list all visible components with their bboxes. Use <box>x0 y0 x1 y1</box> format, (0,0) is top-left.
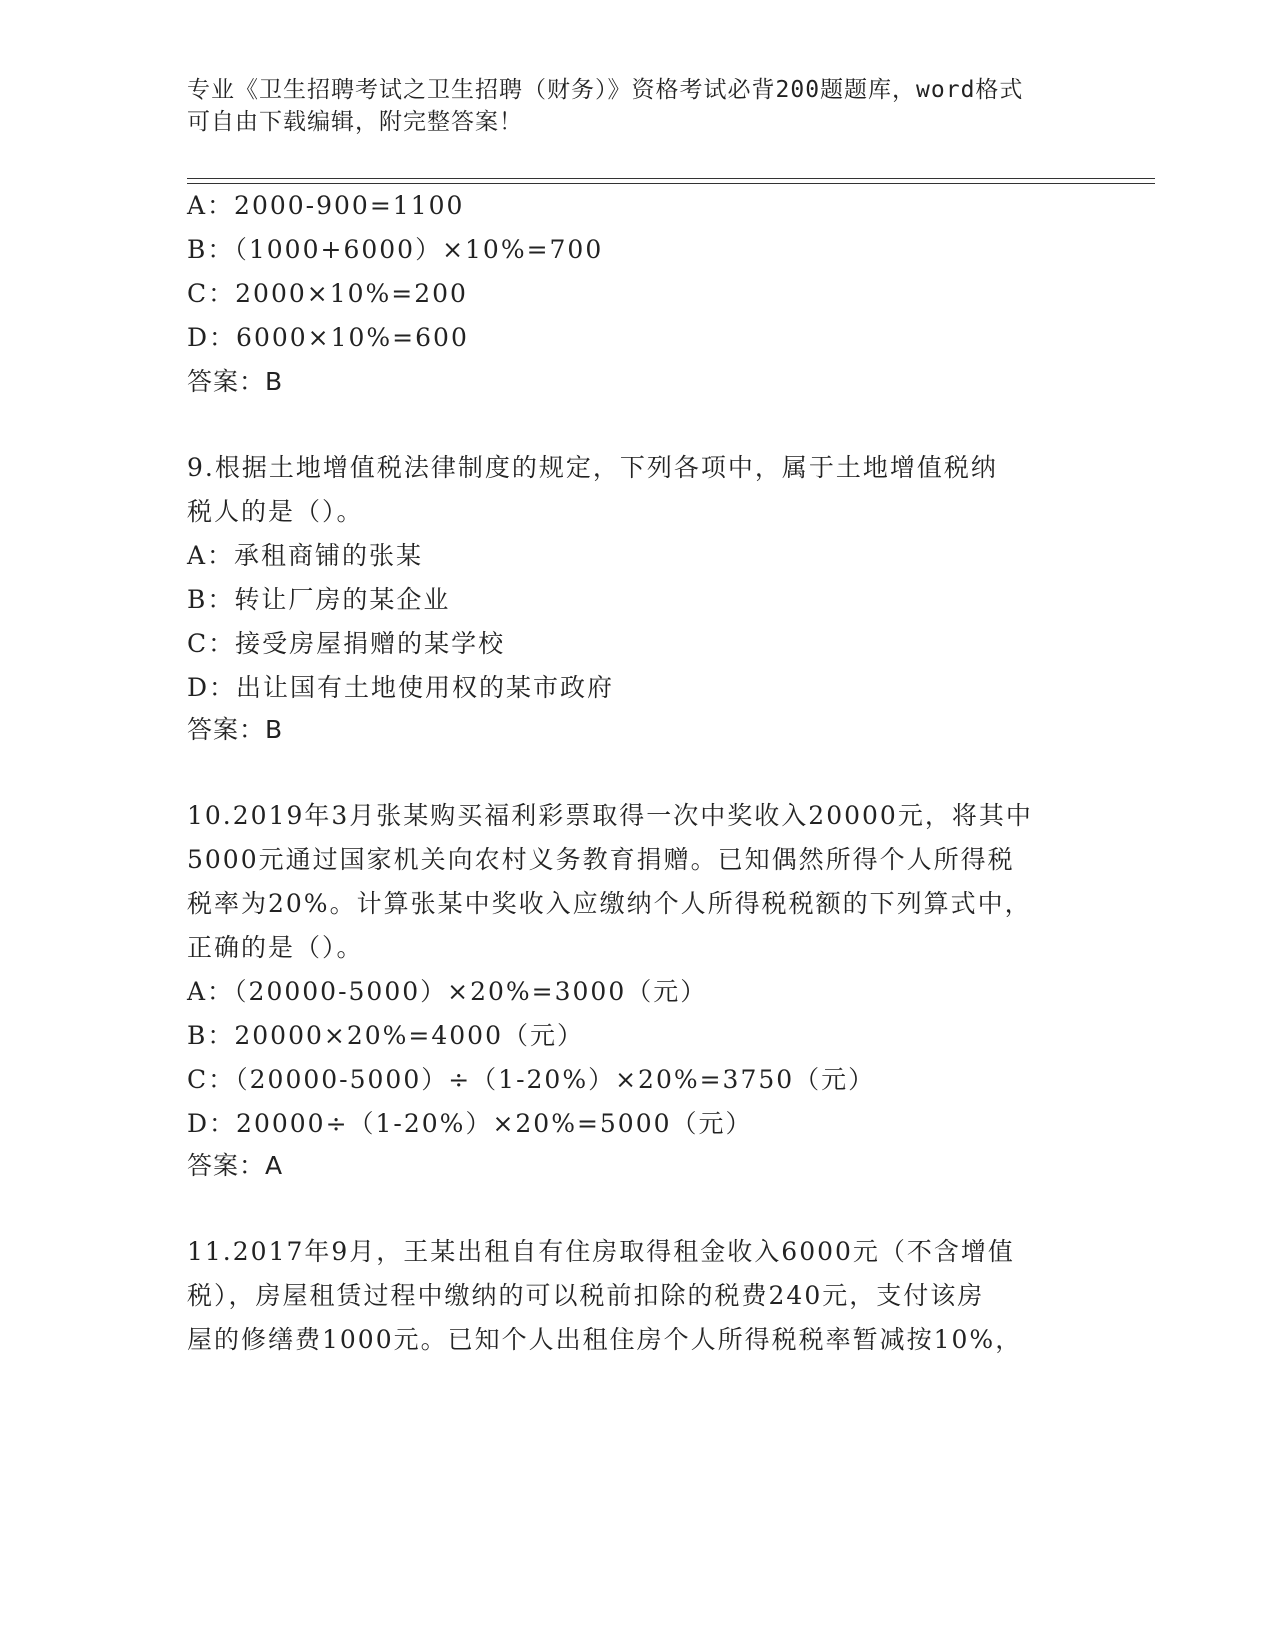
option-b: B：（1000+6000）×10%=700 <box>187 235 604 264</box>
header-divider-bottom <box>187 183 1155 184</box>
option-d: D：出让国有土地使用权的某市政府 <box>187 673 615 702</box>
header-title-line-2: 可自由下载编辑，附完整答案！ <box>187 109 523 135</box>
question-stem-line: 税人的是（）。 <box>187 497 364 526</box>
question-stem-line: 10.2019年3月张某购买福利彩票取得一次中奖收入20000元，将其中 <box>187 801 1033 830</box>
option-c: C：接受房屋捐赠的某学校 <box>187 629 506 658</box>
option-b: B：20000×20%=4000（元） <box>187 1021 584 1050</box>
option-d: D：6000×10%=600 <box>187 323 469 352</box>
option-c: C：（20000-5000）÷（1-20%）×20%=3750（元） <box>187 1065 876 1094</box>
document-header <box>187 74 1087 138</box>
answer-line: 答案：B <box>187 715 284 744</box>
option-a: A：（20000-5000）×20%=3000（元） <box>187 977 708 1006</box>
question-stem-line: 正确的是（）。 <box>187 933 364 962</box>
header-divider-top <box>187 178 1155 179</box>
option-c: C：2000×10%=200 <box>187 279 468 308</box>
question-stem-line: 屋的修缮费1000元。已知个人出租住房个人所得税税率暂减按10%， <box>187 1325 1023 1354</box>
question-stem-line: 5000元通过国家机关向农村义务教育捐赠。已知偶然所得个人所得税 <box>187 845 1015 874</box>
header-title-line-1: 专业《卫生招聘考试之卫生招聘（财务）》资格考试必背200题题库，word格式 <box>187 77 1024 103</box>
answer-line: 答案：B <box>187 367 284 396</box>
question-stem-line: 税），房屋租赁过程中缴纳的可以税前扣除的税费240元，支付该房 <box>187 1281 985 1310</box>
question-stem-line: 税率为20%。计算张某中奖收入应缴纳个人所得税税额的下列算式中， <box>187 889 1032 918</box>
option-a: A：承租商铺的张某 <box>187 541 424 570</box>
option-d: D：20000÷（1-20%）×20%=5000（元） <box>187 1109 753 1138</box>
option-b: B：转让厂房的某企业 <box>187 585 451 614</box>
option-a: A：2000-900=1100 <box>187 191 465 220</box>
question-stem-line: 9.根据土地增值税法律制度的规定，下列各项中，属于土地增值税纳 <box>187 453 998 482</box>
question-stem-line: 11.2017年9月，王某出租自有住房取得租金收入6000元（不含增值 <box>187 1237 1015 1266</box>
answer-line: 答案：A <box>187 1151 284 1180</box>
